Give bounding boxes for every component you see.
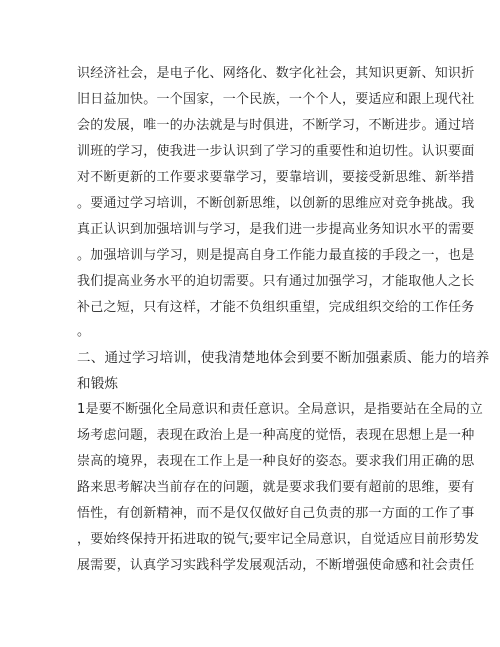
paragraph-line: 。加强培训与学习，则是提高自身工作能力最直接的手段之一，也是 [77, 248, 475, 263]
paragraph-line: 展需要，认真学习实践科学发展观活动，不断增强使命感和社会责任 [77, 558, 475, 573]
paragraph-line: 崇高的境界，表现在工作上是一种良好的姿态。要求我们用正确的思 [77, 454, 475, 469]
section-heading: 二、通过学习培训，使我清楚地体会到要不断加强素质、能力的培养 [77, 350, 490, 366]
paragraph-line: 1是要不断强化全局意识和责任意识。全局意识，是指要站在全局的立 [77, 402, 484, 417]
paragraph-line: 路来思考解决当前存在的问题，就是要求我们要有超前的思维，要有 [77, 480, 475, 495]
paragraph-line: 训班的学习，使我进一步认识到了学习的重要性和迫切性。认识要面 [77, 144, 475, 159]
paragraph-line: 对不断更新的工作要求要靠学习，要靠培训，要接受新思维、新举措 [77, 170, 475, 185]
paragraph-line: 旧日益加快。一个国家，一个民族，一个个人，要适应和跟上现代社 [77, 92, 475, 107]
paragraph-line: 识经济社会，是电子化、网络化、数字化社会，其知识更新、知识折 [77, 66, 475, 81]
paragraph-line: 悟性，有创新精神，而不是仅仅做好自己负责的那一方面的工作了事 [77, 506, 475, 521]
paragraph-line: 。要通过学习培训，不断创新思维，以创新的思维应对竞争挑战。我 [77, 196, 475, 211]
paragraph-line: 补己之短，只有这样，才能不负组织重望，完成组织交给的工作任务 [77, 300, 475, 315]
section-heading: 和锻炼 [77, 376, 119, 392]
paragraph-line: 场考虑问题，表现在政治上是一种高度的觉悟，表现在思想上是一种 [77, 428, 475, 443]
paragraph-line: 真正认识到加强培训与学习，是我们进一步提高业务知识水平的需要 [77, 222, 475, 237]
paragraph-line: 我们提高业务水平的迫切需要。只有通过加强学习，才能取他人之长 [77, 274, 475, 289]
paragraph-line: 。 [77, 324, 91, 339]
paragraph-line: 会的发展，唯一的办法就是与时俱进，不断学习，不断进步。通过培 [77, 118, 475, 133]
paragraph-line: ，要始终保持开拓进取的锐气;要牢记全局意识，自觉适应目前形势发 [77, 532, 480, 547]
